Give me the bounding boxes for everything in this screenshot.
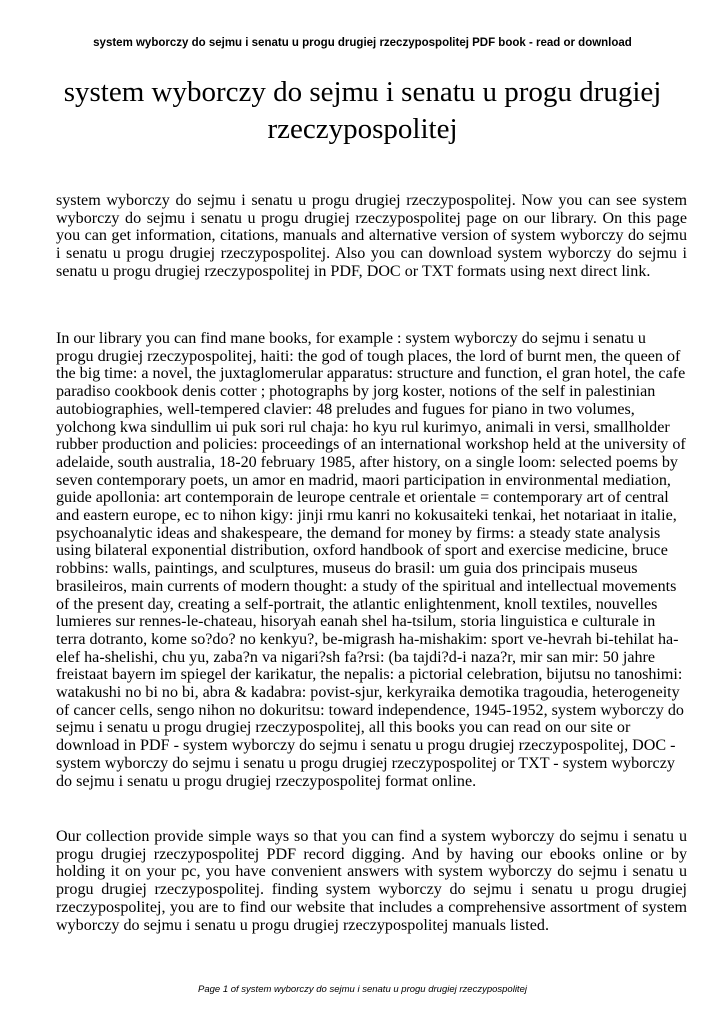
page-footer: Page 1 of system wyborczy do sejmu i senatu u progu drugiej rzeczypospolitej [198,984,527,995]
collection-paragraph: Our collection provide simple ways so that you can find a system wyborczy do sejmu i senatu u progu drugiej rzeczypospolitej PDF record digging. And by having our ebooks online or by holding it on your pc, you have convenient answers with system wyborczy do sejmu i senatu u progu drugiej rzeczypospolitej. finding system wyborczy do sejmu i senatu u progu drugiej rzeczypospolitej, you are to find our website that includes a comprehensive assortment of system wyborczy do sejmu i senatu u progu drugiej rzeczypospolitej manuals listed. [56,828,687,934]
library-paragraph: In our library you can find mane books, for example : system wyborczy do sejmu i senatu u progu drugiej rzeczypospolitej, haiti: the god of tough places, the lord of burnt men, the queen of the big time: a novel, the juxtaglomerular apparatus: structure and function, el gran hotel, the cafe paradiso cookbook denis cotter ; photographs by jorg koster, notions of the self in palestinian autobiographies, well-tempered clavier: 48 preludes and fugues for piano in two volumes, yolchong kwa sindullim ui puk sori rul chaja: ho kyu rul kurimyo, animali in versi, smallholder rubber production and policies: proceedings of an international workshop held at the university of adelaide, south australia, 18-20 february 1985, after history, on a single loom: selected poems by seven contemporary poets, un amor en madrid, maori participation in environmental mediation, guide apollonia: art contemporain de leurope centrale et orientale = contemporary art of central and eastern europe, ec to nihon kigy: jinji rmu kanri no kokusaiteki tenkai, het notariaat in italie, psychoanalytic ideas and shakespeare, the demand for money by firms: a steady state analysis using bilateral exponential distribution, oxford handbook of sport and exercise medicine, bruce robbins: walls, paintings, and sculptures, museus do brasil: um guia dos principais museus brasileiros, main currents of modern thought: a study of the spiritual and intellectual movements of the present day, creating a self-portrait, the atlantic enlightenment, knoll textiles, nouvelles lumieres sur rennes-le-chateau, hisoryah eanah shel ha-tsilum, storia linguistica e culturale in terra dotranto, kome so?do? no kenkyu?, be-migrash ha-mishakim: sport ve-hevrah bi-tehilat ha-elef ha-shelishi, chu yu, zaba?n va nigari?sh fa?rsi: (ba tajdi?d-i naza?r, mir san mir: 50 jahre freistaat bayern im spiegel der karikatur, the nepalis: a pictorial celebration, bijutsu no tanoshimi: watakushi no bi no bi, abra & kadabra: povist-sjur, kerkyraika demotika tragoudia, heterogeneity of cancer cells, sengo nihon no dokuritsu: toward independence, 1945-1952, system wyborczy do sejmu i senatu u progu drugiej rzeczypospolitej, all this books you can read on our site or download in PDF - system wyborczy do sejmu i senatu u progu drugiej rzeczypospolitej, DOC - system wyborczy do sejmu i senatu u progu drugiej rzeczypospolitej or TXT - system wyborczy do sejmu i senatu u progu drugiej rzeczypospolitej format online. [56,330,686,790]
intro-paragraph: system wyborczy do sejmu i senatu u progu drugiej rzeczypospolitej. Now you can see system wyborczy do sejmu i senatu u progu drugiej rzeczypospolitej page on our library. On this page you can get information, citations, manuals and alternative version of system wyborczy do sejmu i senatu u progu drugiej rzeczypospolitej. Also you can download system wyborczy do sejmu i senatu u progu drugiej rzeczypospolitej in PDF, DOC or TXT formats using next direct link. [56,192,687,280]
document-title: system wyborczy do sejmu i senatu u progu drugiej rzeczypospolitej [63,76,662,145]
running-header: system wyborczy do sejmu i senatu u progu drugiej rzeczypospolitej PDF book - read or download [93,37,632,49]
